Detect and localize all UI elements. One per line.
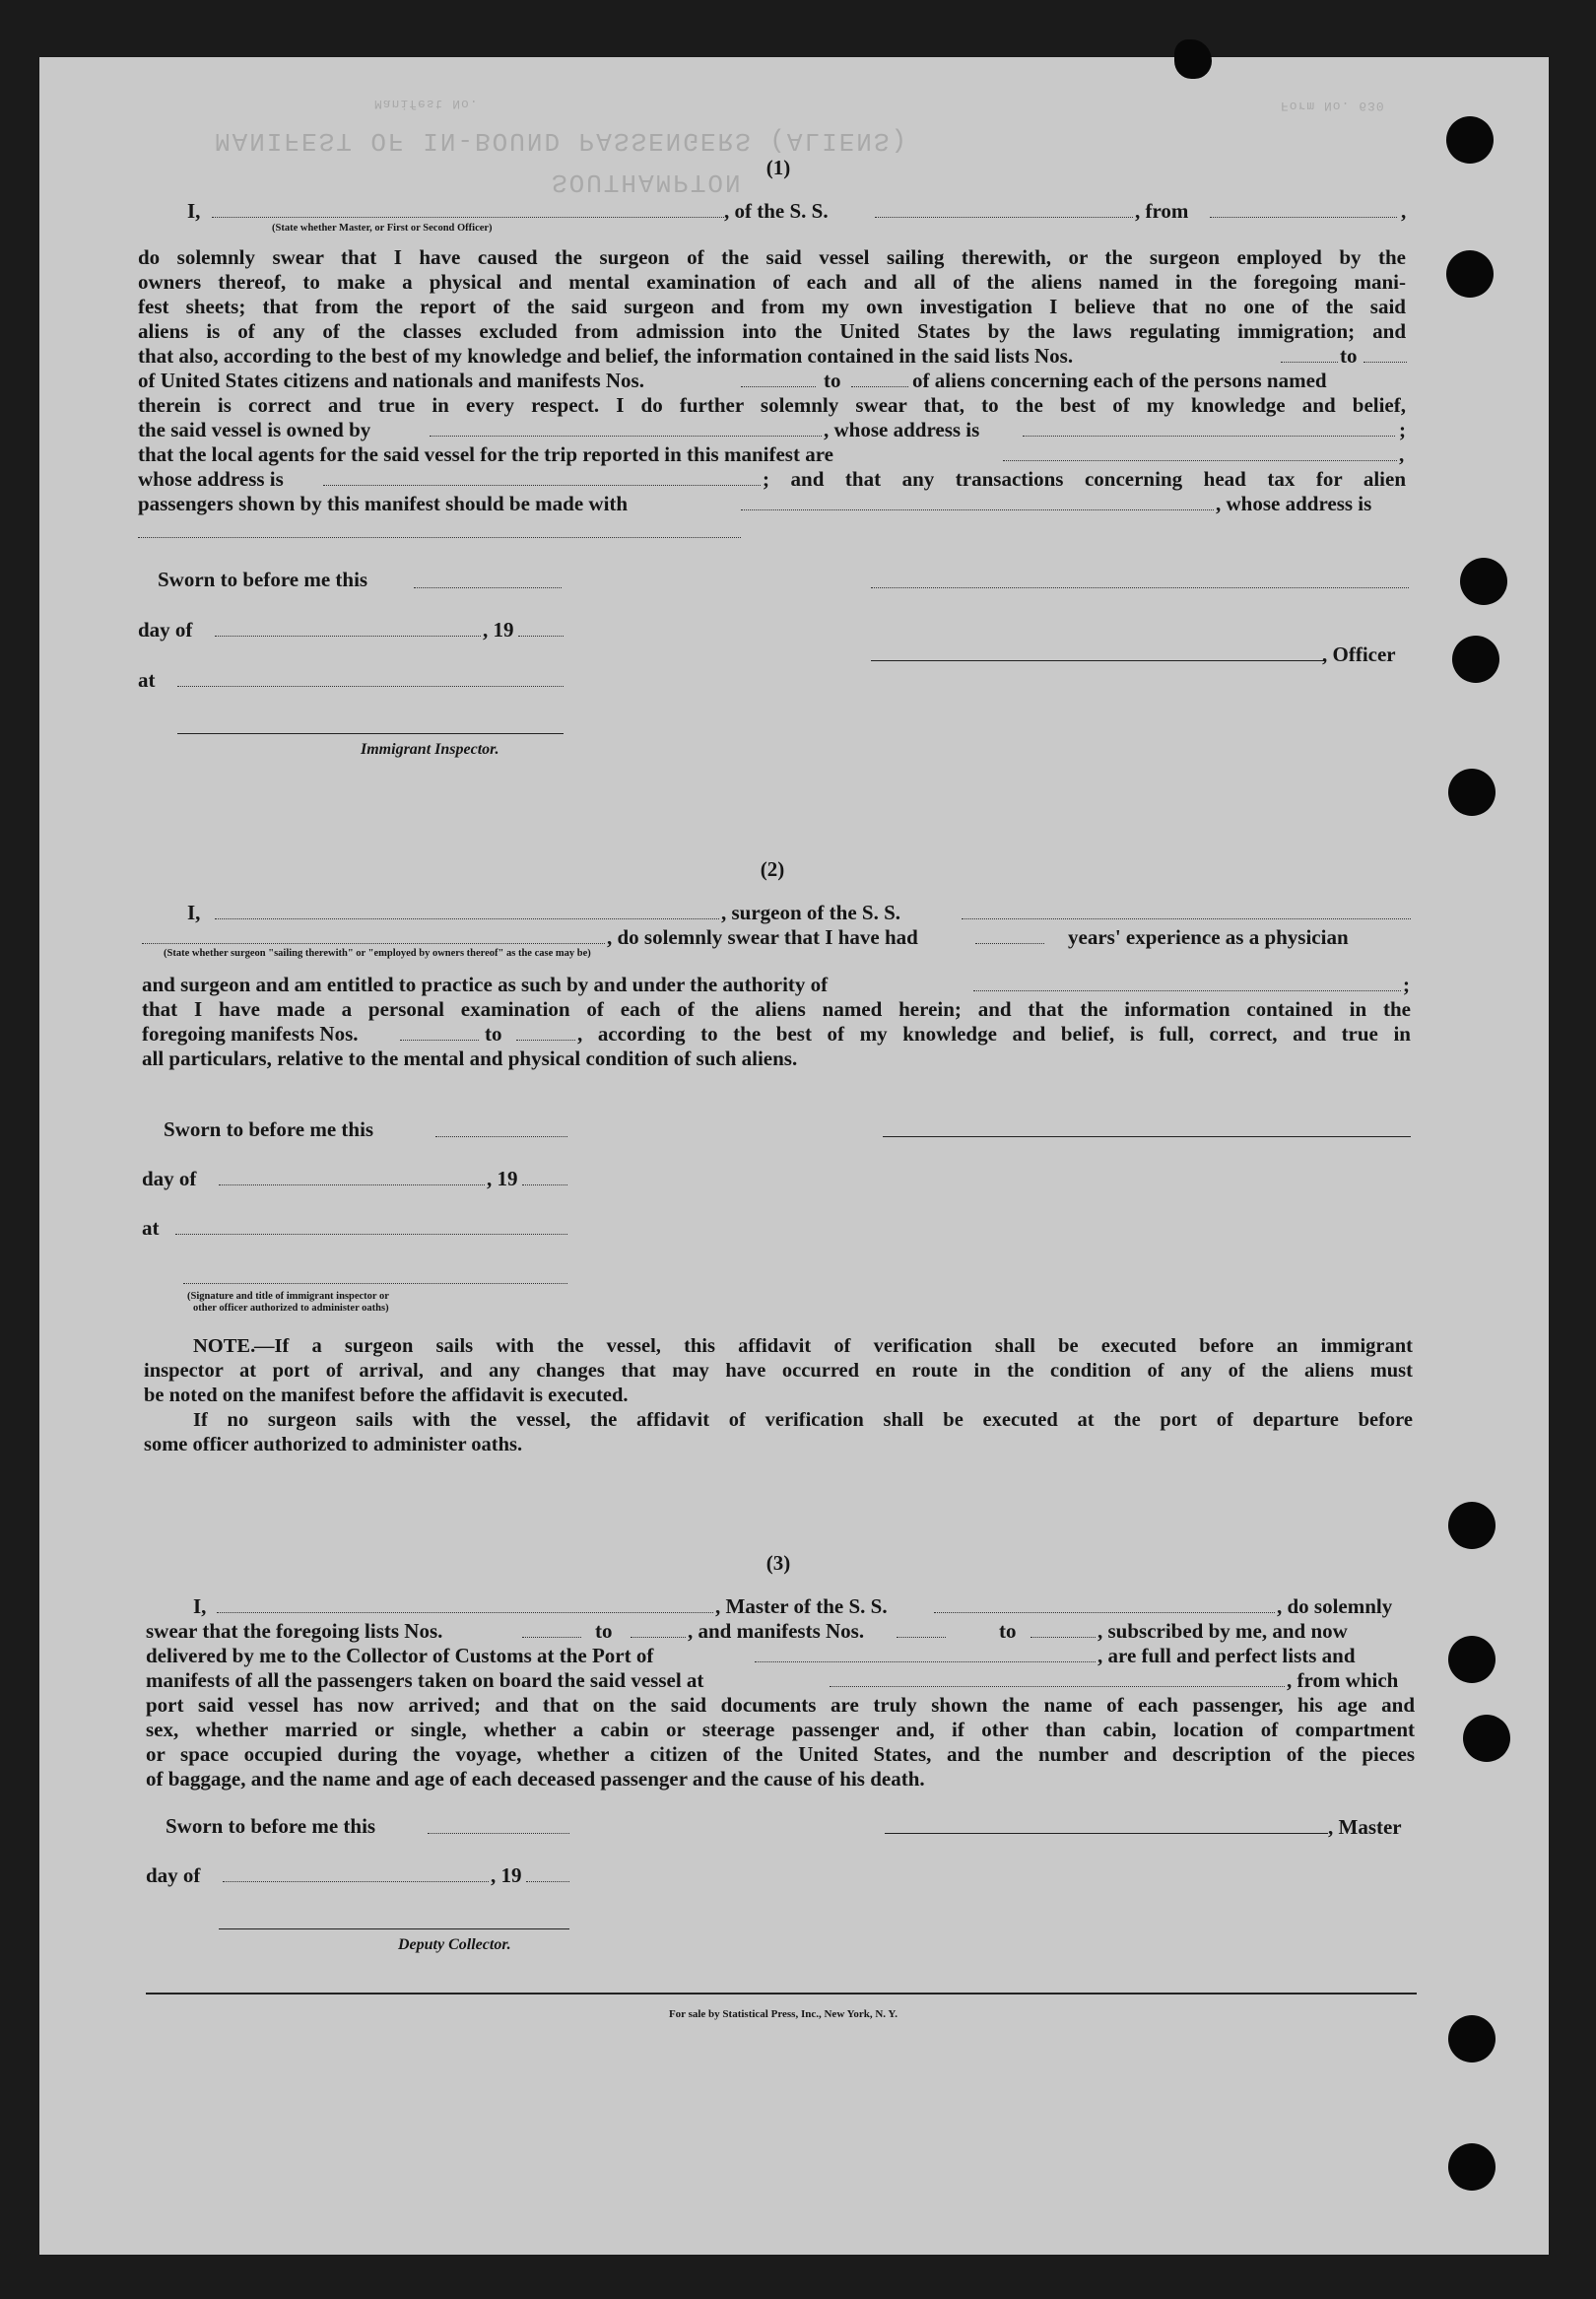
s3-manifests-to-field[interactable]	[1031, 1637, 1096, 1638]
s1-officer-signature-line[interactable]	[871, 660, 1324, 661]
s1-head-tax-with-label: passengers shown by this manifest should be made with	[138, 492, 629, 515]
s3-i-label: I,	[193, 1594, 207, 1618]
s1-semicolon: ;	[1399, 418, 1406, 441]
s1-agent-address-label: whose address is	[138, 467, 284, 491]
s2-surgeon-name-field[interactable]	[215, 918, 719, 919]
footer-rule	[146, 1993, 1417, 1995]
s2-authority-field[interactable]	[973, 990, 1401, 991]
punch-hole	[1446, 116, 1494, 164]
footer-printer: For sale by Statistical Press, Inc., New York, N. Y.	[668, 2008, 898, 2020]
s3-master-signature-line[interactable]	[885, 1833, 1328, 1834]
s2-year-label: , 19	[487, 1167, 518, 1190]
s2-surgeon-signature-line[interactable]	[883, 1136, 1411, 1137]
s3-do-solemnly-label: , do solemnly	[1277, 1594, 1393, 1618]
s3-vessel-field[interactable]	[934, 1612, 1275, 1613]
section-2-number: (2)	[760, 857, 785, 881]
s3-year-label: , 19	[491, 1863, 522, 1887]
s1-lists-to-label: to	[1340, 344, 1358, 368]
punch-hole	[1463, 1715, 1510, 1762]
s2-day-of-field[interactable]	[219, 1184, 485, 1185]
s1-trailing-comma: ,	[1401, 199, 1407, 223]
torn-notch	[1174, 39, 1212, 79]
s3-sworn-field[interactable]	[428, 1833, 569, 1834]
s3-sworn-label: Sworn to before me this	[166, 1814, 376, 1838]
s3-para-line-5: sex, whether married or single, whether a cabin or steerage passenger and, if other than cabin, location of compartment	[146, 1718, 1415, 1741]
s3-master-of-label: , Master of the S. S.	[715, 1594, 888, 1618]
section-1-number: (1)	[765, 156, 791, 179]
s2-manifests-label: foregoing manifests Nos.	[142, 1022, 359, 1046]
punch-hole	[1448, 1636, 1496, 1683]
punch-hole	[1448, 2015, 1496, 2062]
s1-year-label: , 19	[483, 618, 514, 642]
bleed-through-title: MANIFEST OF IN-BOUND PASSENGERS (ALIENS)	[215, 126, 909, 156]
s3-subscribed-label: , subscribed by me, and now	[1097, 1619, 1348, 1643]
s2-sworn-label: Sworn to before me this	[164, 1117, 374, 1141]
s3-manifests-to-label: to	[999, 1619, 1017, 1643]
s2-para-line-4: all particulars, relative to the mental and physical condition of such aliens.	[142, 1047, 798, 1070]
s1-para-line-6c: of aliens concerning each of the persons named	[912, 369, 1327, 392]
s3-from-which-label: , from which	[1287, 1668, 1399, 1692]
s1-head-tax-with-field[interactable]	[741, 509, 1214, 510]
s3-lists-from-field[interactable]	[522, 1637, 581, 1638]
s3-collector-caption: Deputy Collector.	[398, 1936, 511, 1953]
s3-lists-label: swear that the foregoing lists Nos.	[146, 1619, 443, 1643]
s1-from-label: , from	[1135, 199, 1189, 223]
s2-day-of-label: day of	[142, 1167, 197, 1190]
s1-manifests-to-label: to	[824, 369, 841, 392]
s3-para-line-7: of baggage, and the name and age of each deceased passenger and the cause of his death.	[146, 1767, 925, 1791]
s2-sig-note-2: other officer authorized to administer oaths)	[193, 1303, 389, 1314]
s2-sworn-field[interactable]	[435, 1136, 567, 1137]
punch-hole	[1460, 558, 1507, 605]
s2-at-label: at	[142, 1216, 160, 1240]
s1-owner-field[interactable]	[430, 436, 822, 437]
s3-collector-signature-line[interactable]	[219, 1928, 569, 1929]
s2-solemnly-label: , do solemnly swear that I have had	[607, 925, 918, 949]
s1-lists-to-field[interactable]	[1363, 362, 1407, 363]
s1-para-line-4: aliens is of any of the classes excluded from admission into the United States by the laws regulating immigration; and	[138, 319, 1406, 343]
s1-signature-field[interactable]	[871, 587, 1409, 588]
s2-year-field[interactable]	[522, 1184, 567, 1185]
s1-inspector-signature-line[interactable]	[177, 733, 564, 734]
s1-year-field[interactable]	[518, 636, 564, 637]
bleed-through-form-no: Form No. 630	[1281, 99, 1385, 113]
s1-i-label: I,	[187, 199, 201, 223]
s1-at-field[interactable]	[177, 686, 564, 687]
s3-day-of-label: day of	[146, 1863, 201, 1887]
s1-sworn-label: Sworn to before me this	[158, 568, 368, 591]
s2-vessel-field[interactable]	[962, 918, 1411, 919]
s1-officer-label: , Officer	[1322, 642, 1396, 666]
s1-para-line-3: fest sheets; that from the report of the said surgeon and from my own investigation I believe that no one of the said	[138, 295, 1406, 318]
s1-officer-name-field[interactable]	[212, 217, 724, 218]
s1-head-tax-text: ; and that any transactions concerning head tax for alien	[763, 467, 1406, 491]
s3-manifests-label: , and manifests Nos.	[688, 1619, 865, 1643]
s2-note-line-4: If no surgeon sails with the vessel, the affidavit of verification shall be executed at the port of departure before	[193, 1409, 1413, 1431]
s2-inspector-signature-field[interactable]	[183, 1283, 567, 1284]
s1-agents-field[interactable]	[1003, 460, 1397, 461]
s2-para-line-2: that I have made a personal examination of each of the aliens named herein; and that the information contained in the	[142, 997, 1411, 1021]
s2-note-line-3: be noted on the manifest before the affidavit is executed.	[144, 1385, 629, 1406]
s3-lists-to-label: to	[595, 1619, 613, 1643]
s1-sworn-field[interactable]	[414, 587, 562, 588]
s2-authority-label: and surgeon and am entitled to practice as such by and under the authority of	[142, 973, 829, 996]
punch-hole	[1448, 1502, 1496, 1549]
bleed-through-port: SOUTHAMPTON	[552, 168, 743, 197]
s2-surgeon-of-label: , surgeon of the S. S.	[721, 901, 901, 924]
s3-full-perfect-label: , are full and perfect lists and	[1097, 1644, 1356, 1667]
bleed-through-manifest-no: Manifest No.	[374, 97, 479, 111]
s3-master-name-field[interactable]	[217, 1612, 713, 1613]
s2-manifests-to-field[interactable]	[516, 1040, 575, 1041]
punch-hole	[1452, 636, 1499, 683]
s2-note-line-2: inspector at port of arrival, and any changes that may have occurred en route in the condition of any of the aliens must	[144, 1360, 1413, 1382]
s3-taken-at-label: manifests of all the passengers taken on board the said vessel at	[146, 1668, 704, 1692]
s3-lists-to-field[interactable]	[631, 1637, 686, 1638]
s2-manifests-to-label: to	[485, 1022, 502, 1046]
s1-para-line-7: therein is correct and true in every respect. I do further solemnly swear that, to the best of my knowledge and belief,	[138, 393, 1406, 417]
s3-taken-at-field[interactable]	[830, 1686, 1285, 1687]
punch-hole	[1448, 769, 1496, 816]
s1-agents-label: that the local agents for the said vessel for the trip reported in this manifest are	[138, 442, 833, 466]
s1-owner-address-field[interactable]	[1023, 436, 1395, 437]
s3-master-label: , Master	[1328, 1815, 1402, 1839]
s2-at-field[interactable]	[175, 1234, 567, 1235]
s1-manifests-from-field[interactable]	[741, 386, 816, 387]
punch-hole	[1448, 2143, 1496, 2191]
s1-head-tax-address-label: , whose address is	[1216, 492, 1372, 515]
s3-para-line-6: or space occupied during the voyage, whether a citizen of the United States, and the number and description of the pieces	[146, 1742, 1415, 1766]
s1-owner-address-label: , whose address is	[824, 418, 980, 441]
s2-state-note: (State whether surgeon "sailing therewith" or "employed by owners thereof" as the case may be)	[164, 948, 591, 959]
s1-para-line-1: do solemnly swear that I have caused the surgeon of the said vessel sailing therewith, or the surgeon employed by the	[138, 245, 1406, 269]
s3-day-of-field[interactable]	[223, 1881, 489, 1882]
s1-day-of-field[interactable]	[215, 636, 481, 637]
s2-note-line-5: some officer authorized to administer oaths.	[144, 1434, 523, 1455]
s2-sig-note-1: (Signature and title of immigrant inspector or	[187, 1291, 389, 1302]
s1-inspector-caption: Immigrant Inspector.	[361, 741, 499, 758]
s1-para-line-5: that also, according to the best of my knowledge and belief, the information contained in the said lists Nos.	[138, 344, 1074, 368]
s1-vessel-field[interactable]	[875, 217, 1133, 218]
s2-semicolon: ;	[1403, 973, 1410, 996]
s1-agent-address-field[interactable]	[323, 485, 761, 486]
s3-para-line-4: port said vessel has now arrived; and that on the said documents are truly shown the name of each passenger, his age and	[146, 1693, 1415, 1717]
s1-at-label: at	[138, 668, 156, 692]
s1-lists-from-field[interactable]	[1281, 362, 1338, 363]
s1-manifests-to-field[interactable]	[851, 386, 908, 387]
section-3-number: (3)	[765, 1551, 791, 1575]
punch-hole	[1446, 250, 1494, 298]
s2-para-line-3c: , according to the best of my knowledge and belief, is full, correct, and true in	[577, 1022, 1411, 1046]
s1-of-ss-label: , of the S. S.	[724, 199, 829, 223]
s1-owned-by-label: the said vessel is owned by	[138, 418, 371, 441]
s1-master-note: (State whether Master, or First or Second Officer)	[272, 223, 493, 234]
s2-manifests-from-field[interactable]	[400, 1040, 479, 1041]
s2-years-field[interactable]	[975, 943, 1044, 944]
s2-note-line-1: —If a surgeon sails with the vessel, this affidavit of verification shall be executed before an immigrant	[254, 1335, 1413, 1357]
s1-agents-comma: ,	[1399, 442, 1405, 466]
s2-i-label: I,	[187, 901, 201, 924]
s3-port-label: delivered by me to the Collector of Customs at the Port of	[146, 1644, 654, 1667]
s2-years-label: years' experience as a physician	[1068, 925, 1349, 949]
s1-head-tax-address-field[interactable]	[138, 537, 741, 538]
s2-sailing-field[interactable]	[142, 943, 605, 944]
s1-para-line-6a: of United States citizens and nationals and manifests Nos.	[138, 369, 644, 392]
s3-manifests-from-field[interactable]	[897, 1637, 946, 1638]
s1-from-field[interactable]	[1210, 217, 1397, 218]
s3-year-field[interactable]	[526, 1881, 569, 1882]
s1-para-line-2: owners thereof, to make a physical and mental examination of each and all of the aliens named in the foregoing mani-	[138, 270, 1406, 294]
s3-port-field[interactable]	[755, 1661, 1096, 1662]
s2-note-label: NOTE.	[193, 1335, 256, 1357]
s1-day-of-label: day of	[138, 618, 193, 642]
